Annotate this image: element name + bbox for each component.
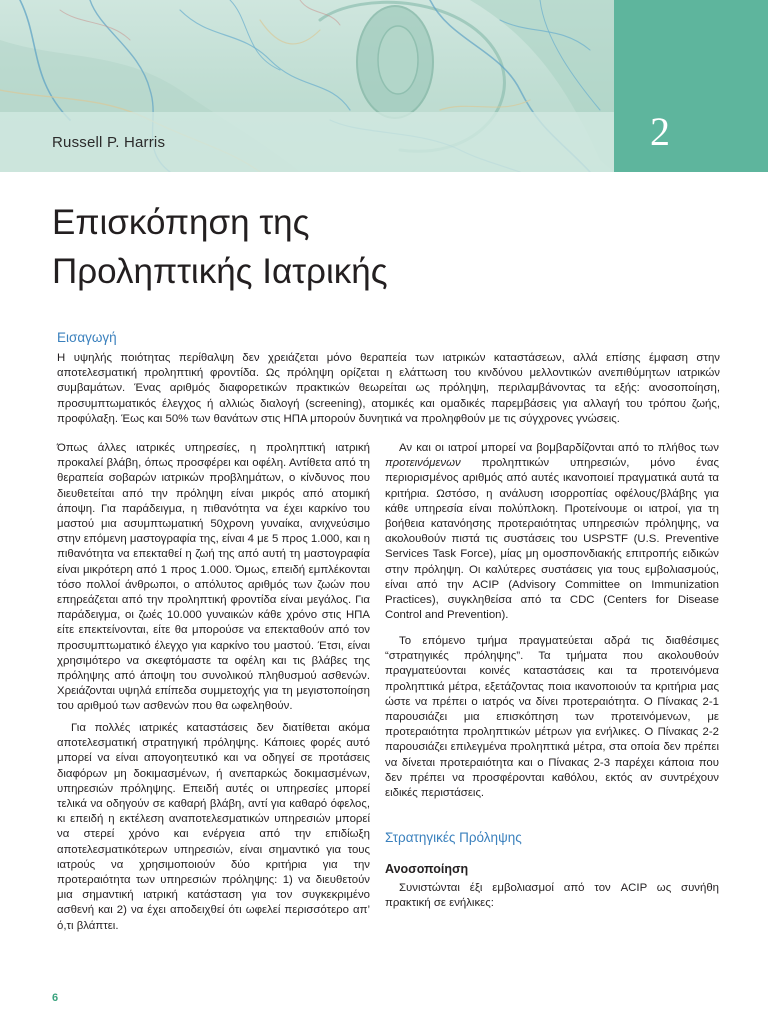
- chapter-number: 2: [650, 109, 670, 154]
- immunization-subheading: Ανοσοποίηση: [385, 862, 469, 876]
- intro-paragraph: Η υψηλής ποιότητας περίθαλψη δεν χρειάζεται μόνο θεραπεία των ιατρικών καταστάσεων, αλλά επίσης έμφαση στην αποτελεσματική προληπτική φροντίδα. Ως πρόληψη ορίζεται η ελάττωση του κινδύνου μελλοντικών ανεπιθύμητων ιατρικών συμβαμάτων. Ένας αριθμός διαφορετικών πρακτικών θεωρείται ως πρόληψη, περιλαμβάνοντας τα εξής: ανοσοποίηση, προσυμπτωματικός έλεγχος ή αλλιώς διαλογή (screening), ατομικές και ομαδικές παρεμβάσεις για αλλαγή του τρόπου ζωής, προφύλαξη. Έως και 50% των θανάτων στις ΗΠΑ μπορούν δυνητικά να προληφθούν με τις σύγχρονες γνώσεις.: [57, 352, 720, 425]
- left-paragraph-2: Για πολλές ιατρικές καταστάσεις δεν διατίθεται ακόμα αποτελεσματική στρατηγική πρόληψης. Κάποιες φορές αυτό μπορεί να είναι απογοητευτικό και να οδηγεί σε προτάσεις διαφόρων μη δοκιμασμένων, ή ανεπαρκώς δοκιμασμένων, υπηρεσιών πρόληψης. Επειδή αυτές οι υπηρεσίες μπορεί τελικά να οδηγούν σε καθαρή βλάβη, αντί για καθαρό όφελος, κι επειδή η εκτέλεση αναποτελεσματικών υπηρεσιών μπορεί να στερεί χρόνο και ενέργεια από την επιδίωξη αποτελεσματικότερων υπηρεσιών, είναι σημαντικό για τους ιατρούς να χρησιμοποιούν δύο κριτήρια για την προτεραιότητα των υπηρεσιών πρόληψης: 1) να διευθετούν μια σημαντική ιατρική κατάσταση για τον συγκεκριμένο ασθενή και 2) να έχει αποδειχθεί ότι ωφελεί περισσότερο απ’ ό,τι βλάπτει.: [57, 722, 370, 932]
- strategies-heading: Στρατηγικές Πρόληψης: [385, 830, 522, 845]
- right-paragraph-1-end: προληπτικών υπηρεσιών, μόνο ένας περιορισμένος αριθμός από αυτές ικανοποιεί πραγματικά αυτά τα κριτήρια. Ωστόσο, η ανάλυση ισορροπίας οφέλους/βλάβης για κάθε υπηρεσία είναι πολύπλοκη. Προτείνουμε οι ιατροί, για τη βοήθεια κατανόησης προτεραιότητας υπηρεσιών πρόληψης, να ακολουθούν πιστά τις συστάσεις του USPSTF (U.S. Preventive Services Task Force), μίας μη ομοσπονδιακής επιτροπής ειδικών στην πρόληψη. Οι καλύτερες συστάσεις για τους εμβολιασμούς, είναι από την ACIP (Advisory Committee on Immunization Practices), συγκληθείσα από τα CDC (Centers for Disease Control and Prevention).: [385, 457, 719, 622]
- page-number: 6: [52, 992, 59, 1004]
- chapter-title: [52, 198, 388, 296]
- left-paragraph-1: Όπως άλλες ιατρικές υπηρεσίες, η προληπτική ιατρική προκαλεί βλάβη, όπως προσφέρει και οφέλη. Αντίθετα από τη θεραπεία σοβαρών ιατρικών προβλημάτων, ο κίνδυνος που διευθετείται από την πρόληψη είναι μικρός από ατομική άποψη. Για παράδειγμα, η πιθανότητα να έχει καρκίνο του μαστού μια ασυμπτωματική 50χρονη γυναίκα, ανιχνεύσιμο στην επόμενη μαστογραφία της, είναι 4 με 5 προς 1.000, και η πιθανότητα να επεκταθεί η ζωή της από αυτή τη μαστογραφία είναι μικρότερη από 1 προς 1.000. Όμως, επειδή εμπλέκονται τόσο πολλοί άνθρωποι, ο απόλυτος αριθμός των ζωών που επηρεάζεται από την προληπτική φροντίδα είναι μεγάλος. Για παράδειγμα, οι ζωές 10.000 γυναικών κάθε χρόνο στις ΗΠΑ είτε επεκτείνονται, είτε θα μπορούσε να επεκταθούν από τον προσυμπτωματικό έλεγχο για καρκίνο του μαστού. Έτσι, είναι χρησιμότερο να σκεφτόμαστε τα οφέλη και τις βλάβες της πρόληψης από άποψη του συνολικού πληθυσμού ασθενών. Χρειάζονται υψηλά επίπεδα συμμετοχής για τη μεγιστοποίηση του αριθμού των ασθενών που θα ωφεληθούν.: [57, 442, 370, 713]
- intro-heading: Εισαγωγή: [57, 330, 117, 345]
- chapter-title-line-1: Επισκόπηση της: [52, 203, 310, 242]
- right-paragraph-1-italic: προτεινόμενων: [385, 457, 461, 470]
- right-paragraph-1-start: Αν και οι ιατροί μπορεί να βομβαρδίζονται από το πλήθος των: [399, 442, 719, 454]
- author-name: Russell P. Harris: [52, 134, 166, 151]
- chapter-title-line-2: Προληπτικής Ιατρικής: [52, 252, 388, 291]
- right-paragraph-1: [385, 441, 719, 623]
- right-paragraph-2: Το επόμενο τμήμα πραγματεύεται αδρά τις διαθέσιμες “στρατηγικές πρόληψης”. Τα τμήματα που ακολουθούν πραγματεύονται κοινές καταστάσεις και τα προτεινόμενα προληπτικά μέτρα, εξετάζοντας ποια ικανοποιούν τα κριτήρια μας ώστε να πρέπει ο ιατρός να δίνει προτεραιότητα. Ο Πίνακας 2-1 παρουσιάζει μια επισκόπηση των προτεινόμενων, με προτεραιότητα προληπτικών μέτρων για ενήλικες. Ο Πίνακας 2-2 παρουσιάζει επιλεγμένα προληπτικά μέτρα, στα οποία δεν πρέπει να δίνεται προτεραιότητα και ο Πίνακας 2-3 παρέχει κάποια που δεν πρέπει να προσφέρονται καθόλου, εκτός αν συντρέχουν ειδικές περιστάσεις.: [385, 635, 719, 800]
- right-paragraph-3: Συνιστώνται έξι εμβολιασμοί από τον ACIP ως συνήθη πρακτική σε ενήλικες:: [385, 882, 719, 910]
